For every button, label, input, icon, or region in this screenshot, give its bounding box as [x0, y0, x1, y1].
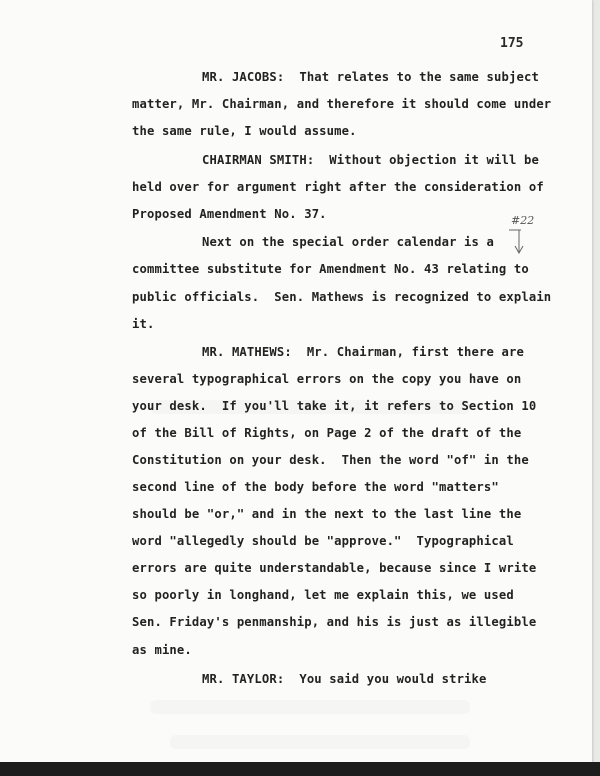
text-line: several typographical errors on the copy you have on [132, 372, 522, 386]
text-line: Sen. Friday's penmanship, and his is just as illegible [132, 615, 537, 629]
down-arrow-icon [507, 224, 529, 258]
text-line: committee substitute for Amendment No. 43 relating to [132, 262, 529, 276]
text-line: word "allegedly should be "approve." Typographical [132, 534, 514, 548]
text-line: of the Bill of Rights, on Page 2 of the draft of the [132, 426, 522, 440]
handwritten-margin-note [511, 214, 534, 227]
scan-bottom-edge [0, 762, 600, 776]
text-line: CHAIRMAN SMITH: Without objection it will be [202, 153, 539, 167]
text-line: Constitution on your desk. Then the word "of" in the [132, 453, 529, 467]
text-line: it. [132, 317, 155, 331]
text-line: your desk. If you'll take it, it refers to Section 10 [132, 399, 537, 413]
text-line: public officials. Sen. Mathews is recognized to explain [132, 290, 552, 304]
text-line: matter, Mr. Chairman, and therefore it should come under [132, 97, 552, 111]
text-line: the same rule, I would assume. [132, 124, 357, 138]
bleed-through-shadow [150, 700, 470, 714]
text-line: Next on the special order calendar is a [202, 235, 495, 249]
text-line: errors are quite understandable, because since I write [132, 561, 537, 575]
bleed-through-shadow [170, 735, 470, 749]
text-line: second line of the body before the word "matters" [132, 480, 499, 494]
text-line: Proposed Amendment No. 37. [132, 207, 327, 221]
text-line: MR. JACOBS: That relates to the same subject [202, 70, 539, 84]
text-line: MR. TAYLOR: You said you would strike [202, 672, 487, 686]
text-line: should be "or," and in the next to the last line the [132, 507, 522, 521]
page-number: 175 [500, 36, 524, 51]
text-line: held over for argument right after the consideration of [132, 180, 544, 194]
text-line: so poorly in longhand, let me explain this, we used [132, 588, 514, 602]
text-line: as mine. [132, 643, 192, 657]
text-line: MR. MATHEWS: Mr. Chairman, first there are [202, 345, 524, 359]
margin-note-text: #22 [511, 214, 535, 227]
